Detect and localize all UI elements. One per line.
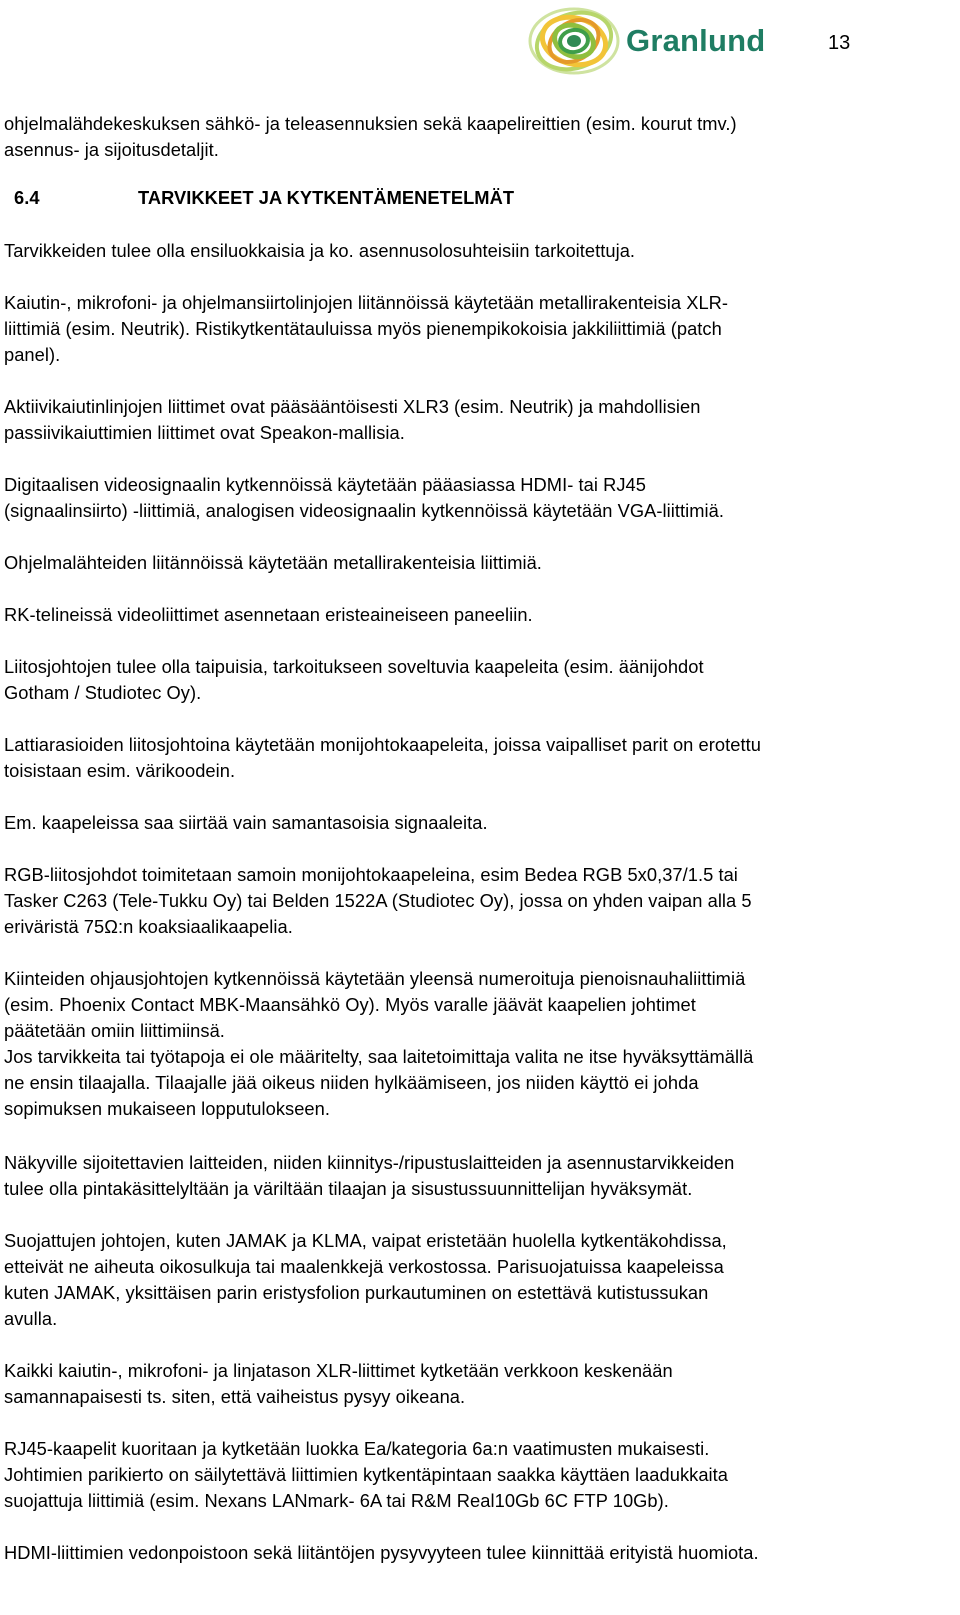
- body-line: Kaikki kaiutin-, mikrofoni- ja linjatason XLR-liittimet kytketään verkkoon keskenään: [4, 1360, 673, 1381]
- body-line: Kaiutin-, mikrofoni- ja ohjelmansiirtolinjojen liitännöissä käytetään metallirakenteisia XLR-: [4, 292, 729, 313]
- body-line: ne ensin tilaajalla. Tilaajalle jää oikeus niiden hylkäämiseen, jos niiden käyttö ei johda: [4, 1072, 699, 1093]
- body-line: Aktiivikaiutinlinjojen liittimet ovat pääsääntöisesti XLR3 (esim. Neutrik) ja mahdollisien: [4, 396, 701, 417]
- granlund-emblem-icon: [528, 6, 620, 76]
- section-title: TARVIKKEET JA KYTKENTÄMENETELMÄT: [138, 187, 515, 208]
- body-line: kuten JAMAK, yksittäisen parin eristysfolion purkautuminen on estettävä kutistussukan: [4, 1282, 709, 1303]
- body-line: HDMI-liittimien vedonpoistoon sekä liitäntöjen pysyvyyteen tulee kiinnittää erityistä huomiota.: [4, 1542, 759, 1563]
- body-line: RJ45-kaapelit kuoritaan ja kytketään luokka Ea/kategoria 6a:n vaatimusten mukaisesti.: [4, 1438, 710, 1459]
- body-line: (signaalinsiirto) -liittimiä, analogisen videosignaalin kytkennöissä käytetään VGA-liittimiä.: [4, 500, 724, 521]
- body-line: Tasker C263 (Tele-Tukku Oy) tai Belden 1522A (Studiotec Oy), jossa on yhden vaipan alla 5: [4, 890, 752, 911]
- section-number: 6.4: [14, 187, 40, 208]
- body-line: asennus- ja sijoitusdetaljit.: [4, 139, 219, 160]
- body-line: etteivät ne aiheuta oikosulkuja tai maalenkkejä verkostossa. Parisuojatuissa kaapeleissa: [4, 1256, 724, 1277]
- body-line: eriväristä 75Ω:n koaksiaalikaapelia.: [4, 916, 293, 937]
- body-line: Digitaalisen videosignaalin kytkennöissä käytetään pääasiassa HDMI- tai RJ45: [4, 474, 646, 495]
- body-line: liittimiä (esim. Neutrik). Ristikytkentätauluissa myös pienempikokoisia jakkiliittimiä (patch: [4, 318, 722, 339]
- body-line: Suojattujen johtojen, kuten JAMAK ja KLMA, vaipat eristetään huolella kytkentäkohdissa,: [4, 1230, 727, 1251]
- body-line: Kiinteiden ohjausjohtojen kytkennöissä käytetään yleensä numeroituja pienoisnauhaliittimiä: [4, 968, 746, 989]
- body-line: ohjelmalähdekeskuksen sähkö- ja teleasennuksien sekä kaapelireittien (esim. kourut tmv.): [4, 113, 737, 134]
- body-line: Gotham / Studiotec Oy).: [4, 682, 202, 703]
- body-line: Ohjelmalähteiden liitännöissä käytetään metallirakenteisia liittimiä.: [4, 552, 542, 573]
- body-line: Lattiarasioiden liitosjohtoina käytetään monijohtokaapeleita, joissa vaipalliset parit on erotettu: [4, 734, 761, 755]
- granlund-logo: [528, 6, 768, 76]
- body-line: RGB-liitosjohdot toimitetaan samoin monijohtokaapeleina, esim Bedea RGB 5x0,37/1.5 tai: [4, 864, 738, 885]
- body-line: avulla.: [4, 1308, 58, 1329]
- body-line: tulee olla pintakäsittelyltään ja väriltään tilaajan ja sisustussuunnittelijan hyväksymät.: [4, 1178, 693, 1199]
- body-line: Liitosjohtojen tulee olla taipuisia, tarkoitukseen soveltuvia kaapeleita (esim. äänijohdot: [4, 656, 704, 677]
- body-line: (esim. Phoenix Contact MBK-Maansähkö Oy). Myös varalle jäävät kaapelien johtimet: [4, 994, 696, 1015]
- body-line: Tarvikkeiden tulee olla ensiluokkaisia ja ko. asennusolosuhteisiin tarkoitettuja.: [4, 240, 636, 261]
- section-heading: [4, 185, 904, 211]
- body-line: samannapaisesti ts. siten, että vaiheistus pysyy oikeana.: [4, 1386, 466, 1407]
- body-line: päätetään omiin liittimiinsä.: [4, 1020, 225, 1041]
- body-line: Em. kaapeleissa saa siirtää vain samantasoisia signaaleita.: [4, 812, 488, 833]
- logo-wordmark: Granlund: [626, 23, 766, 58]
- body-line: Johtimien parikierto on säilytettävä liittimien kytkentäpintaan saakka käyttäen laadukkaita: [4, 1464, 728, 1485]
- body-line: sopimuksen mukaiseen lopputulokseen.: [4, 1098, 330, 1119]
- body-line: panel).: [4, 344, 61, 365]
- body-line: Jos tarvikkeita tai työtapoja ei ole määritelty, saa laitetoimittaja valita ne itse hyväksyttämällä: [4, 1046, 754, 1067]
- body-line: toisistaan esim. värikoodein.: [4, 760, 236, 781]
- body-line: passiivikaiuttimien liittimet ovat Speakon-mallisia.: [4, 422, 405, 443]
- page-number: 13: [828, 32, 851, 54]
- body-line: RK-telineissä videoliittimet asennetaan eristeaineiseen paneeliin.: [4, 604, 533, 625]
- body-line: suojattuja liittimiä (esim. Nexans LANmark- 6A tai R&M Real10Gb 6C FTP 10Gb).: [4, 1490, 669, 1511]
- body-line: Näkyville sijoitettavien laitteiden, niiden kiinnitys-/ripustuslaitteiden ja asennustarvikkeiden: [4, 1152, 735, 1173]
